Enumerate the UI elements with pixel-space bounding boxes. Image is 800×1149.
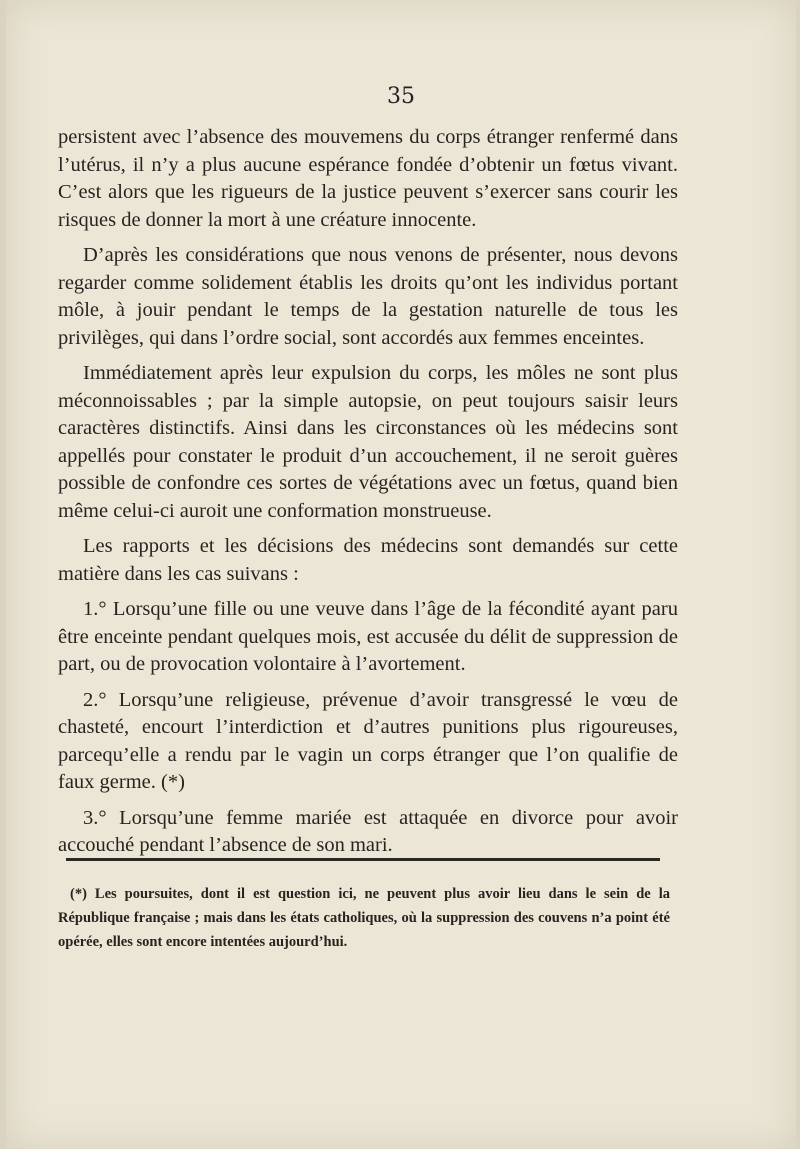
paragraph-3: Immédiatement après leur expulsion du corps, les môles ne sont plus méconnoissables ; par la simple autopsie, on peut toujours saisir leurs caractères distinctifs. Ainsi dans les circonstances où les médecins sont appellés pour constater le produit d’un accouchement, il ne seroit guères possible de confondre ces sortes de végétations avec un fœtus, quand bien même celui-ci auroit une conformation monstrueuse. — [58, 362, 678, 522]
paragraph-4: Les rapports et les décisions des médecins sont demandés sur cette matière dans les cas suivans : — [58, 535, 678, 585]
paragraph-case-1: 1.° Lorsqu’une fille ou une veuve dans l’âge de la fécondité ayant paru être enceinte pendant quelques mois, est accusée du délit de suppression de part, ou de provocation volontaire à l’avortement. — [58, 598, 678, 675]
paragraph-case-3: 3.° Lorsqu’une femme mariée est attaquée en divorce pour avoir accouché pendant l’absence de son mari. — [58, 806, 678, 856]
page-number: 35 — [387, 84, 415, 109]
paragraph-2: D’après les considérations que nous venons de présenter, nous devons regarder comme solidement établis les droits qu’ont les individus portant môle, à jouir pendant le temps de la gestation naturelle de tous les privilèges, qui dans l’ordre social, sont accordés aux femmes enceintes. — [58, 244, 678, 349]
body-text — [58, 124, 678, 868]
footnote: (*) Les poursuites, dont il est question ici, ne peuvent plus avoir lieu dans le sein de la République française ; mais dans les états catholiques, où la suppression des couvens n’a point été opérée, elles sont encore intentées aujourd’hui. — [58, 886, 670, 950]
footnote-rule — [66, 858, 660, 861]
paragraph-case-2: 2.° Lorsqu’une religieuse, prévenue d’avoir transgressé le vœu de chasteté, encourt l’interdiction et d’autres punitions plus rigoureuses, parcequ’elle a rendu par le vagin un corps étranger que l’on qualifie de faux germe. (*) — [58, 688, 678, 793]
paragraph-1: persistent avec l’absence des mouvemens du corps étranger renfermé dans l’utérus, il n’y a plus aucune espérance fondée d’obtenir un fœtus vivant. C’est alors que les rigueurs de la justice peuvent s’exercer sans courir les risques de donner la mort à une créature innocente. — [58, 126, 678, 231]
book-page — [6, 0, 796, 1149]
